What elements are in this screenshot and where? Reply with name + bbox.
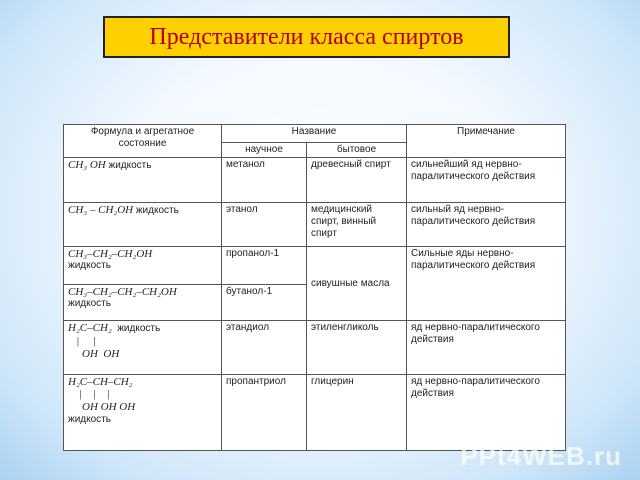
- formula-cell: [64, 247, 222, 285]
- formula: CH₃ – CH₂OH: [68, 204, 134, 216]
- header-name: Название: [222, 125, 407, 143]
- formula: CH₃ OH: [68, 159, 106, 171]
- state: жидкость: [117, 323, 161, 334]
- hydroxyl-groups: OH OH OH: [82, 401, 136, 413]
- formula-cell: [64, 285, 222, 321]
- formula: CH₃–CH₂–CH₂OH: [68, 248, 153, 260]
- title-banner: [103, 16, 510, 58]
- scientific-name: пропантриол: [222, 375, 307, 451]
- table-row: [64, 158, 566, 203]
- common-name: этиленгликоль: [307, 321, 407, 375]
- bond-lines: | |: [68, 335, 97, 347]
- header-scientific: научное: [222, 143, 307, 158]
- hydroxyl-groups: OH OH: [82, 348, 120, 360]
- header-formula: Формула и агрегатное состояние: [64, 125, 222, 158]
- header-note: Примечание: [407, 125, 566, 158]
- table-row: [64, 247, 566, 285]
- common-name: медицинский спирт, винный спирт: [307, 203, 407, 247]
- formula-cell: [64, 158, 222, 203]
- bond-lines: | | |: [68, 388, 111, 400]
- state: жидкость: [135, 205, 179, 216]
- note: яд нервно-паралитического действия: [407, 375, 566, 451]
- scientific-name: метанол: [222, 158, 307, 203]
- formula-cell: [64, 203, 222, 247]
- scientific-name: этанол: [222, 203, 307, 247]
- table-row: [64, 203, 566, 247]
- scientific-name: этандиол: [222, 321, 307, 375]
- formula: CH₃–CH₂–CH₂–CH₂OH: [68, 286, 177, 298]
- table-row: [64, 321, 566, 375]
- common-name: глицерин: [307, 375, 407, 451]
- watermark-logo: PPt4WEB.ru: [460, 441, 622, 471]
- alcohols-table: [63, 124, 566, 451]
- scientific-name: пропанол-1: [222, 247, 307, 285]
- note: яд нервно-паралитического действия: [407, 321, 566, 375]
- common-name: сивушные масла: [307, 247, 407, 321]
- note: Сильные яды нервно-паралитического действия: [407, 247, 566, 321]
- common-name: древесный спирт: [307, 158, 407, 203]
- state: жидкость: [68, 298, 111, 309]
- note: сильный яд нервно-паралитического действия: [407, 203, 566, 247]
- state: жидкость: [68, 414, 111, 425]
- formula: H₂C–CH–CH₂: [68, 376, 133, 388]
- table-row: [64, 375, 566, 451]
- formula-cell: [64, 321, 222, 375]
- header-common: бытовое: [307, 143, 407, 158]
- page-title: Представители класса спиртов: [149, 23, 464, 50]
- state: жидкость: [68, 260, 111, 271]
- formula: H₂C–CH₂: [68, 322, 112, 334]
- header-row: [64, 125, 566, 143]
- formula-cell: [64, 375, 222, 451]
- scientific-name: бутанол-1: [222, 285, 307, 321]
- note: сильнейший яд нервно-паралитического действия: [407, 158, 566, 203]
- state: жидкость: [108, 160, 152, 171]
